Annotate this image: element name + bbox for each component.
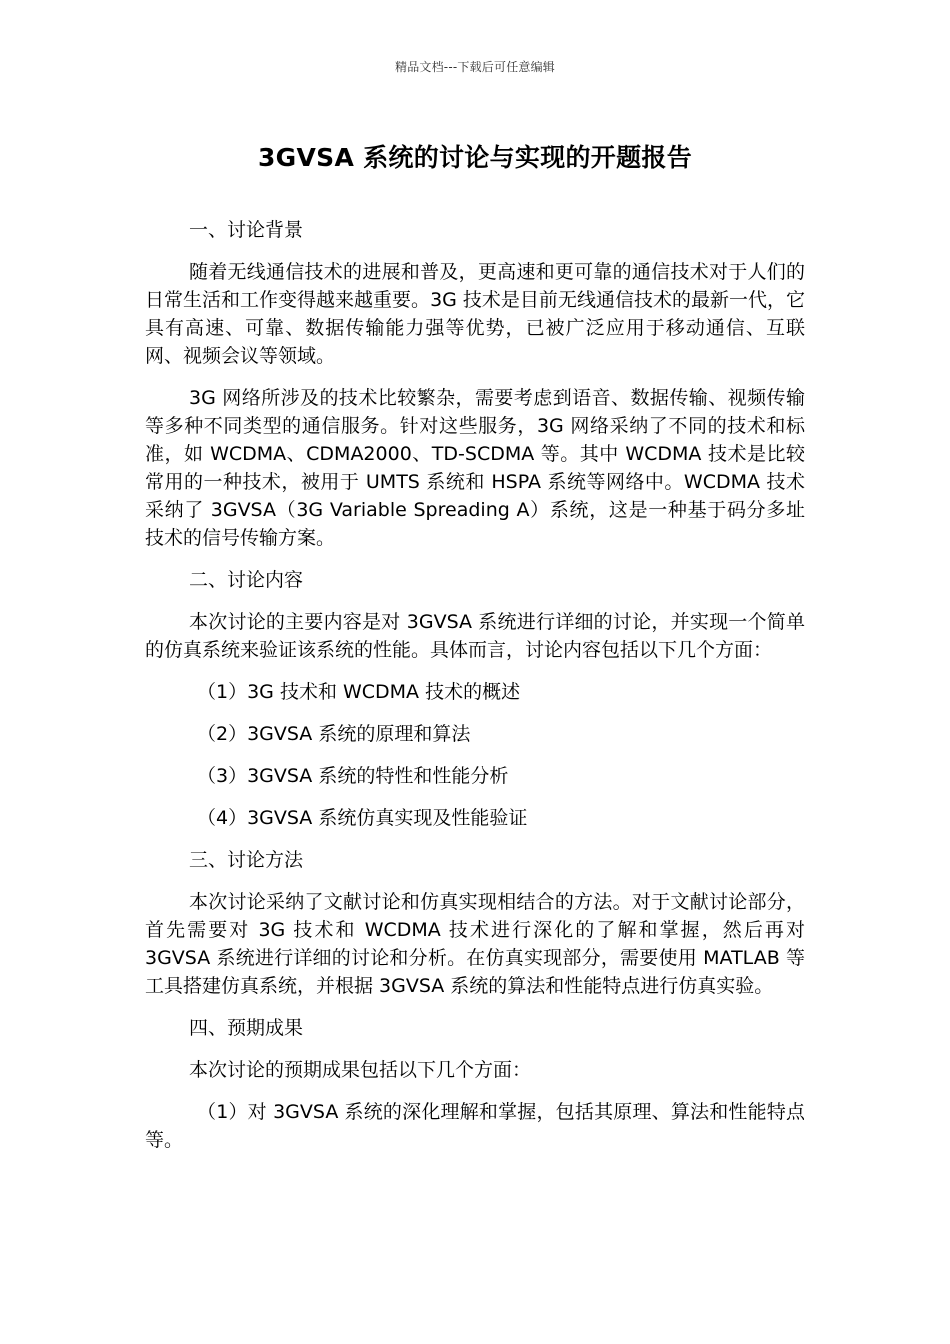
section-heading-background: 一、讨论背景 bbox=[189, 219, 304, 241]
list-item-content-4: （4）3GVSA 系统仿真实现及性能验证 bbox=[197, 807, 528, 829]
paragraph-content-1: 本次讨论的主要内容是对 3GVSA 系统进行详细的讨论，并实现一个简单的仿真系统来验证该系统的性能。具体而言，讨论内容包括以下几个方面： bbox=[145, 611, 805, 661]
paragraph-background-2: 3G 网络所涉及的技术比较繁杂，需要考虑到语音、数据传输、视频传输等多种不同类型的通信服务。针对这些服务，3G 网络采纳了不同的技术和标准，如 WCDMA、CDMA2000、TD-SCDMA 等。其中 WCDMA 技术是比较常用的一种技术，被用于 UMTS 系统和 HSPA 系统等网络中。WCDMA 技术采纳了 3GVSA（3G Variable Spreading A）系统，这是一种基于码分多址技术的信号传输方案。 bbox=[145, 387, 805, 549]
section-heading-method: 三、讨论方法 bbox=[189, 849, 304, 871]
section-heading-content: 二、讨论内容 bbox=[189, 569, 304, 591]
list-item-results-1: （1）对 3GVSA 系统的深化理解和掌握，包括其原理、算法和性能特点等。 bbox=[145, 1101, 805, 1151]
document-title: 3GVSA 系统的讨论与实现的开题报告 bbox=[257, 143, 693, 172]
page-header: 精品文档---下载后可任意编辑 bbox=[395, 60, 555, 74]
list-item-content-1: （1）3G 技术和 WCDMA 技术的概述 bbox=[197, 681, 521, 703]
list-item-content-3: （3）3GVSA 系统的特性和性能分析 bbox=[197, 765, 509, 787]
list-item-content-2: （2）3GVSA 系统的原理和算法 bbox=[197, 723, 471, 745]
paragraph-background-1: 随着无线通信技术的进展和普及，更高速和更可靠的通信技术对于人们的日常生活和工作变得越来越重要。3G 技术是目前无线通信技术的最新一代，它具有高速、可靠、数据传输能力强等优势，已被广泛应用于移动通信、互联网、视频会议等领域。 bbox=[145, 261, 805, 367]
paragraph-results-1: 本次讨论的预期成果包括以下几个方面： bbox=[189, 1059, 532, 1081]
paragraph-method-1: 本次讨论采纳了文献讨论和仿真实现相结合的方法。对于文献讨论部分，首先需要对 3G 技术和 WCDMA 技术进行深化的了解和掌握，然后再对 3GVSA 系统进行详细的讨论和分析。在仿真实现部分，需要使用 MATLAB 等工具搭建仿真系统，并根据 3GVSA 系统的算法和性能特点进行仿真实验。 bbox=[145, 891, 805, 997]
document-body bbox=[145, 216, 805, 1168]
section-heading-results: 四、预期成果 bbox=[189, 1017, 304, 1039]
